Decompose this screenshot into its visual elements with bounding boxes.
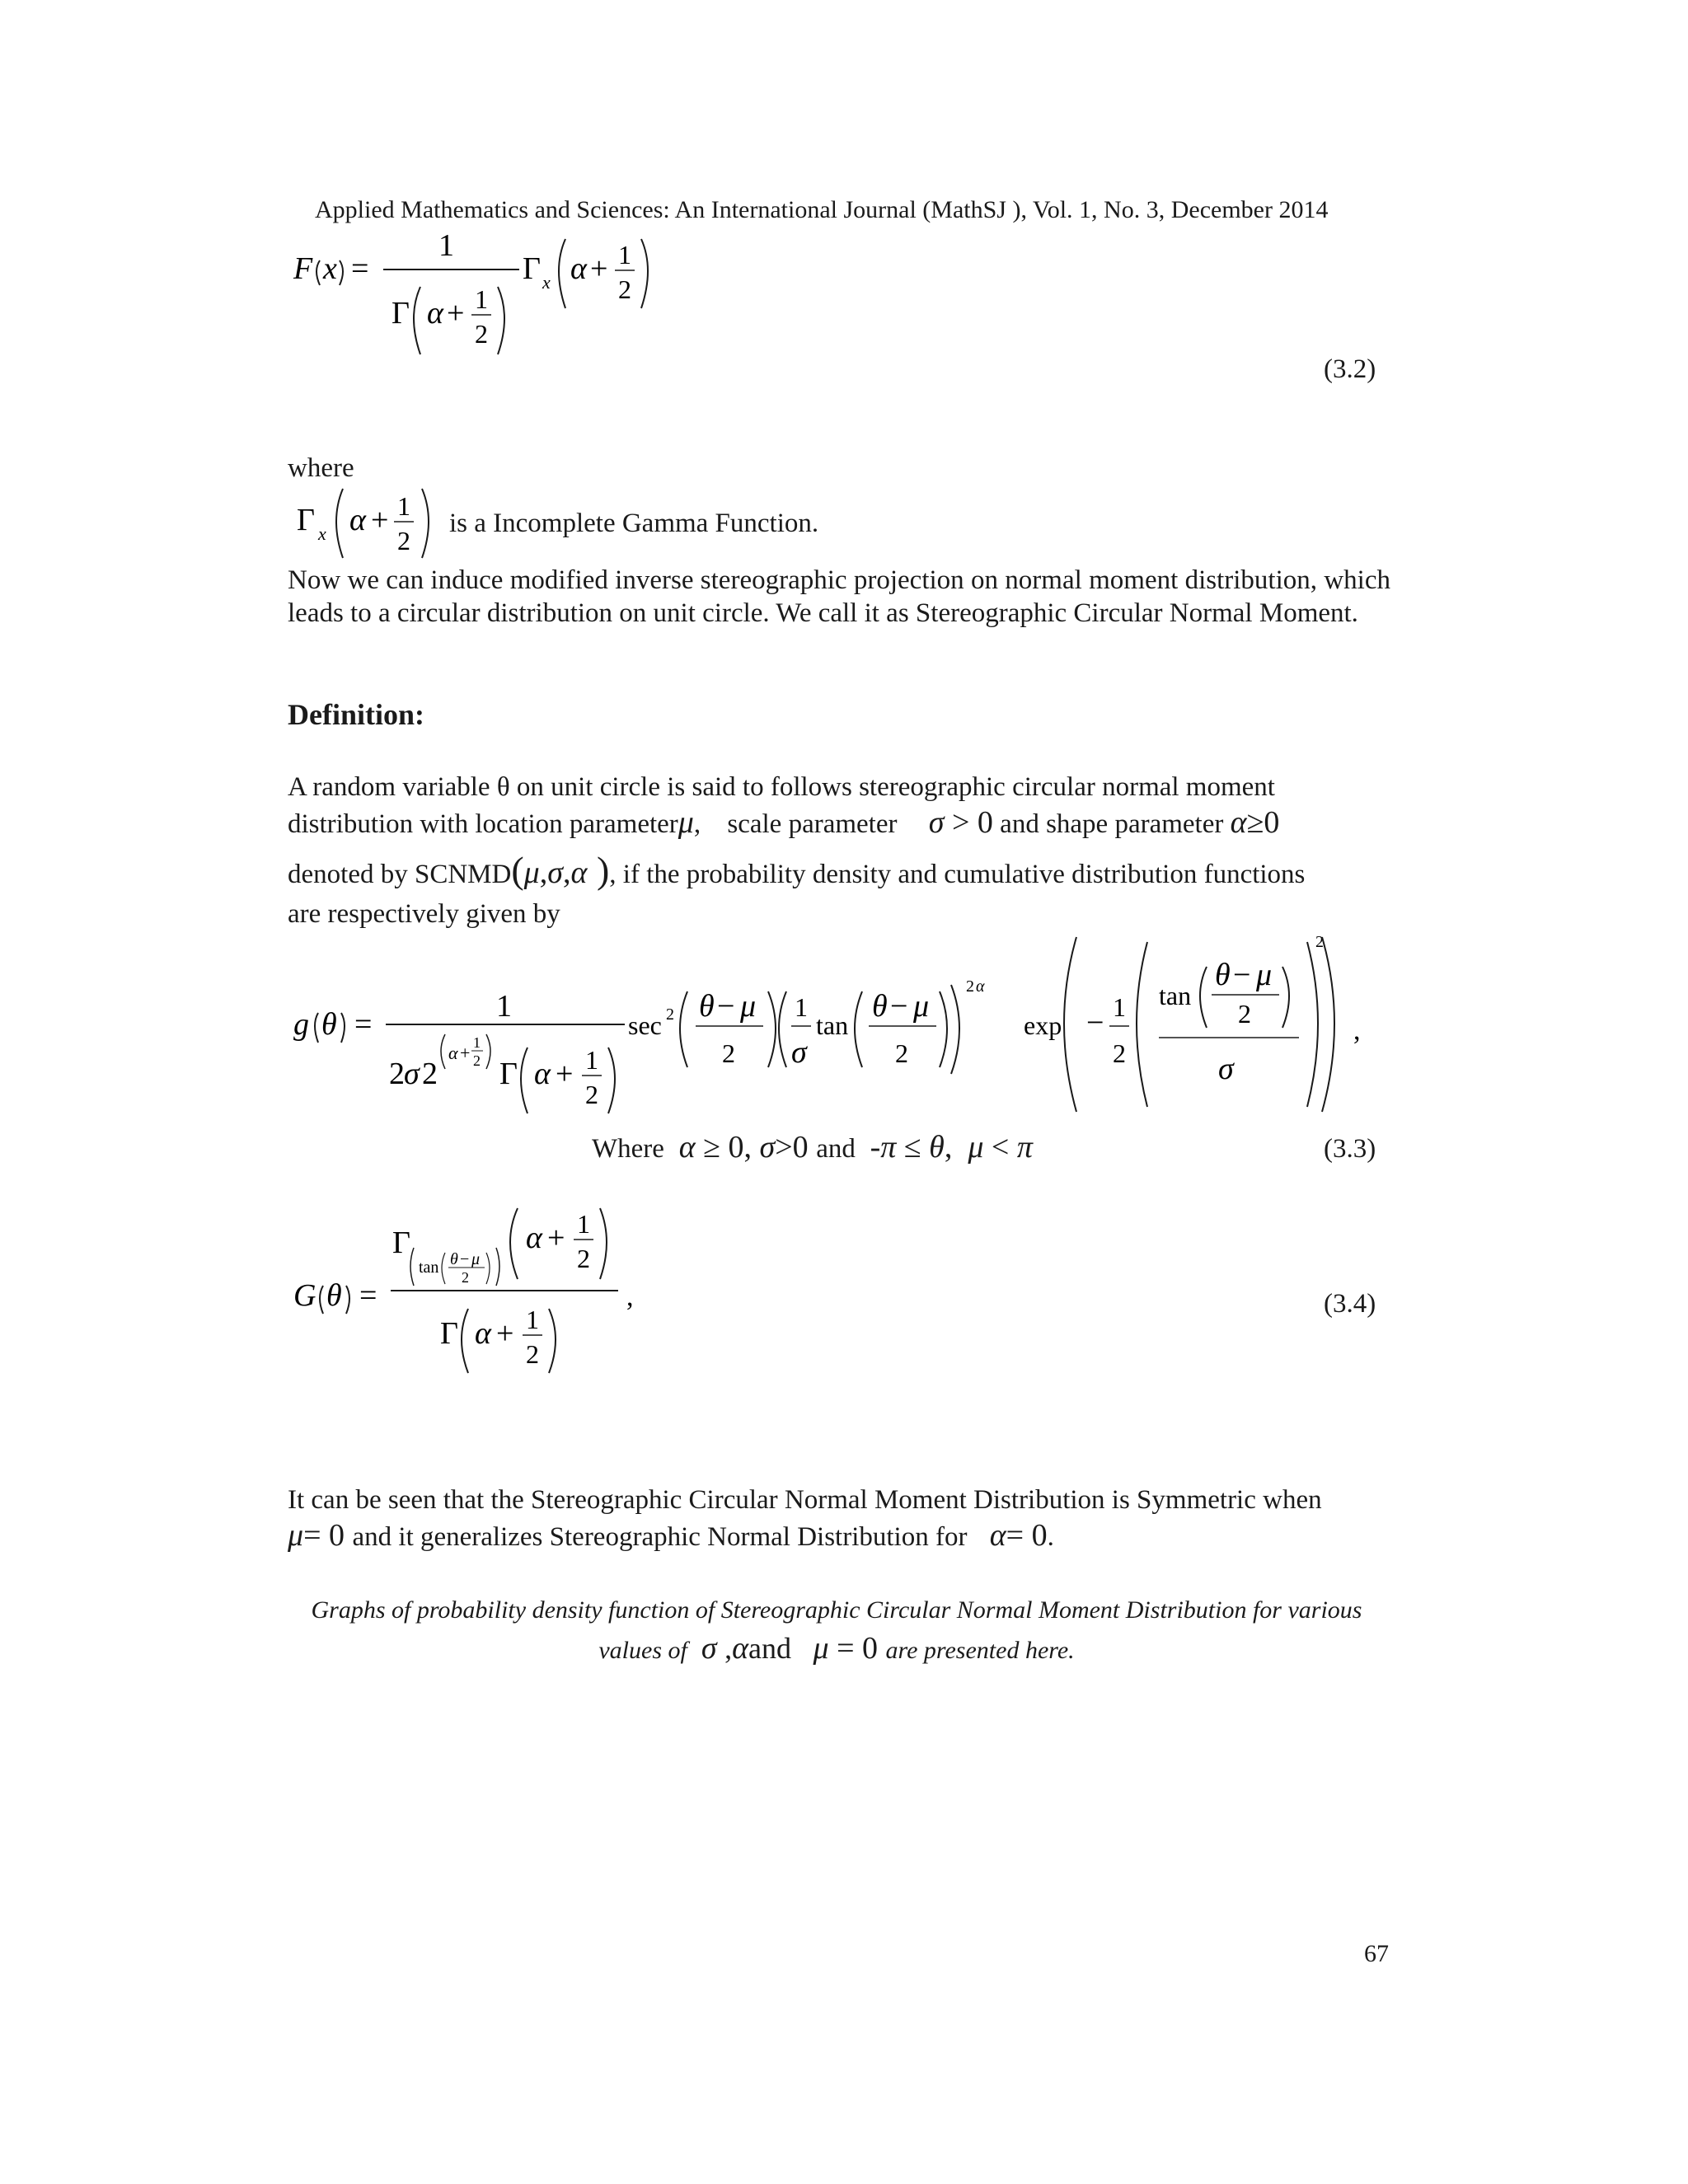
where-text: Where: [592, 1134, 664, 1164]
svg-text:α: α: [448, 1043, 458, 1063]
svg-text:α: α: [976, 977, 985, 996]
svg-text:α: α: [526, 1221, 542, 1255]
svg-text:Γ: Γ: [297, 503, 315, 537]
svg-text:1: 1: [473, 1034, 481, 1051]
svg-text:g: g: [293, 1007, 309, 1042]
alpha-condition: α: [1230, 805, 1247, 840]
svg-text:μ: μ: [913, 989, 930, 1024]
svg-text:G: G: [293, 1278, 316, 1313]
definition-line-3: denoted by SCNMD(μ,σ,α ), if the probability density and cumulative distribution functions: [288, 849, 1306, 891]
svg-text:Γ: Γ: [392, 1226, 410, 1260]
svg-text:θ: θ: [872, 989, 888, 1024]
shape-parameter-text: and shape parameter: [1000, 809, 1224, 839]
svg-text:+: +: [371, 503, 389, 537]
svg-text:2: 2: [422, 1057, 438, 1091]
svg-text:=: =: [351, 251, 369, 286]
svg-text:α: α: [427, 296, 443, 330]
svg-text:−: −: [1086, 1005, 1104, 1040]
svg-text:θ: θ: [699, 989, 715, 1024]
svg-text:,: ,: [626, 1282, 634, 1312]
svg-text:2: 2: [397, 526, 410, 555]
caption-values-of: values of: [598, 1637, 687, 1664]
svg-text:2: 2: [462, 1269, 469, 1286]
svg-text:x: x: [323, 251, 337, 286]
svg-text:1: 1: [496, 989, 512, 1024]
figure-caption-line-1: Graphs of probability density function of Stereographic Circular Normal Moment Distribution for various: [311, 1596, 1362, 1624]
incomplete-gamma-description: is a Incomplete Gamma Function.: [449, 509, 819, 538]
incomplete-gamma-symbol: [288, 482, 445, 565]
svg-text:Γ: Γ: [440, 1316, 458, 1351]
mu-symbol: μ: [678, 805, 694, 840]
svg-text:α: α: [570, 251, 587, 286]
equation-number-3-2: (3.2): [1324, 354, 1376, 384]
symmetry-line-2: μ= 0 and it generalizes Stereographic Normal Distribution for α= 0.: [288, 1518, 1054, 1553]
svg-text:tan: tan: [816, 1010, 849, 1040]
caption-presented-here: are presented here.: [885, 1637, 1075, 1664]
svg-text:α: α: [349, 503, 366, 537]
scale-parameter-text: scale parameter: [727, 809, 898, 839]
svg-text:F: F: [293, 251, 313, 286]
if-probability-text: if the probability density and cumulative distribution functions: [622, 860, 1306, 889]
definition-line-4: are respectively given by: [288, 899, 560, 929]
equation-number-3-3: (3.3): [1324, 1134, 1376, 1164]
svg-text:2: 2: [722, 1038, 735, 1068]
sigma-condition: σ: [928, 805, 945, 840]
svg-text:2: 2: [966, 977, 974, 996]
svg-text:α: α: [534, 1057, 551, 1091]
svg-text:=: =: [359, 1278, 377, 1313]
svg-text:2: 2: [577, 1244, 590, 1273]
svg-text:1: 1: [577, 1209, 590, 1239]
svg-text:θ: θ: [450, 1250, 458, 1268]
svg-text:μ: μ: [1256, 958, 1273, 992]
definition-line-1: A random variable θ on unit circle is said to follows stereographic circular normal moment: [288, 772, 1275, 802]
svg-text:2: 2: [618, 274, 631, 304]
svg-text:sec: sec: [628, 1010, 662, 1040]
svg-text:1: 1: [618, 240, 631, 269]
intro-paragraph: Now we can induce modified inverse stereographic projection on normal moment distribution, which leads to a circular distribution on unit circle. We call it as Stereographic Circular Normal Moment.: [288, 565, 1390, 628]
svg-text:θ: θ: [321, 1007, 337, 1042]
and-text: and: [816, 1134, 856, 1164]
svg-text:θ: θ: [326, 1278, 342, 1313]
svg-text:μ: μ: [740, 989, 757, 1024]
svg-text:+: +: [547, 1221, 565, 1255]
running-header: Applied Mathematics and Sciences: An International Journal (MathSJ ), Vol. 1, No. 3, December 2014: [315, 196, 1329, 223]
svg-text:=: =: [354, 1007, 373, 1042]
svg-text:+: +: [496, 1316, 514, 1351]
svg-text:2: 2: [475, 319, 488, 349]
svg-text:1: 1: [1113, 992, 1126, 1022]
svg-text:2: 2: [585, 1080, 598, 1109]
location-parameter-text: distribution with location parameter: [288, 809, 678, 839]
svg-text:−: −: [890, 989, 908, 1024]
definition-line-2: distribution with location parameterμ, scale parameter σ > 0 and shape parameter α≥0: [288, 805, 1280, 840]
svg-text:1: 1: [585, 1045, 598, 1075]
svg-text:α: α: [475, 1316, 491, 1351]
svg-text:1: 1: [475, 284, 488, 314]
svg-text:σ: σ: [1218, 1052, 1234, 1086]
svg-text:1: 1: [795, 992, 808, 1022]
svg-text:2: 2: [895, 1038, 908, 1068]
svg-text:x: x: [318, 523, 326, 544]
figure-caption-line-2: values of σ ,αand μ = 0 are presented here.: [598, 1631, 1075, 1666]
svg-text:1: 1: [438, 231, 454, 263]
svg-text:+: +: [590, 251, 608, 286]
svg-text:Γ: Γ: [392, 296, 410, 330]
svg-text:2: 2: [666, 1005, 674, 1024]
svg-text:2: 2: [473, 1052, 481, 1069]
svg-text:−: −: [460, 1250, 470, 1268]
svg-text:2: 2: [1238, 999, 1251, 1029]
svg-text:tan: tan: [419, 1258, 439, 1277]
generalizes-text: and it generalizes Stereographic Normal Distribution for: [352, 1522, 968, 1552]
where-label: where: [288, 453, 354, 483]
symmetry-line-1: It can be seen that the Stereographic Circular Normal Moment Distribution is Symmetric when: [288, 1485, 1322, 1515]
equation-number-3-4: (3.4): [1324, 1289, 1376, 1319]
svg-text:x: x: [542, 272, 551, 293]
svg-text:−: −: [1233, 958, 1251, 992]
svg-text:σ: σ: [404, 1057, 420, 1091]
svg-text:2: 2: [389, 1057, 405, 1091]
svg-text:1: 1: [397, 491, 410, 521]
svg-text:tan: tan: [1159, 981, 1192, 1010]
svg-text:,: ,: [1353, 1015, 1361, 1046]
svg-text:+: +: [447, 296, 465, 330]
svg-text:σ: σ: [791, 1035, 807, 1070]
svg-text:Γ: Γ: [523, 251, 541, 286]
equation-3-3-pdf: [280, 927, 1385, 1125]
definition-heading: Definition:: [288, 698, 424, 731]
equation-3-2: [280, 231, 709, 363]
svg-text:2: 2: [1315, 933, 1324, 951]
svg-text:2: 2: [1113, 1038, 1126, 1068]
equation-3-4-cdf: [280, 1203, 659, 1393]
svg-text:exp: exp: [1024, 1010, 1062, 1040]
svg-text:θ: θ: [1215, 958, 1231, 992]
svg-text:+: +: [460, 1043, 471, 1063]
svg-text:1: 1: [526, 1305, 539, 1334]
denoted-by-text: denoted by SCNMD: [288, 860, 512, 889]
caption-and: and: [748, 1632, 792, 1665]
svg-text:+: +: [556, 1057, 574, 1091]
svg-text:−: −: [717, 989, 735, 1024]
svg-text:μ: μ: [471, 1250, 481, 1268]
svg-text:Γ: Γ: [499, 1057, 518, 1091]
svg-text:2: 2: [526, 1339, 539, 1369]
page-number: 67: [1364, 1940, 1389, 1967]
eq-3-3-conditions: Where α ≥ 0, σ>0 and -π ≤ θ, μ < π: [592, 1130, 1033, 1165]
